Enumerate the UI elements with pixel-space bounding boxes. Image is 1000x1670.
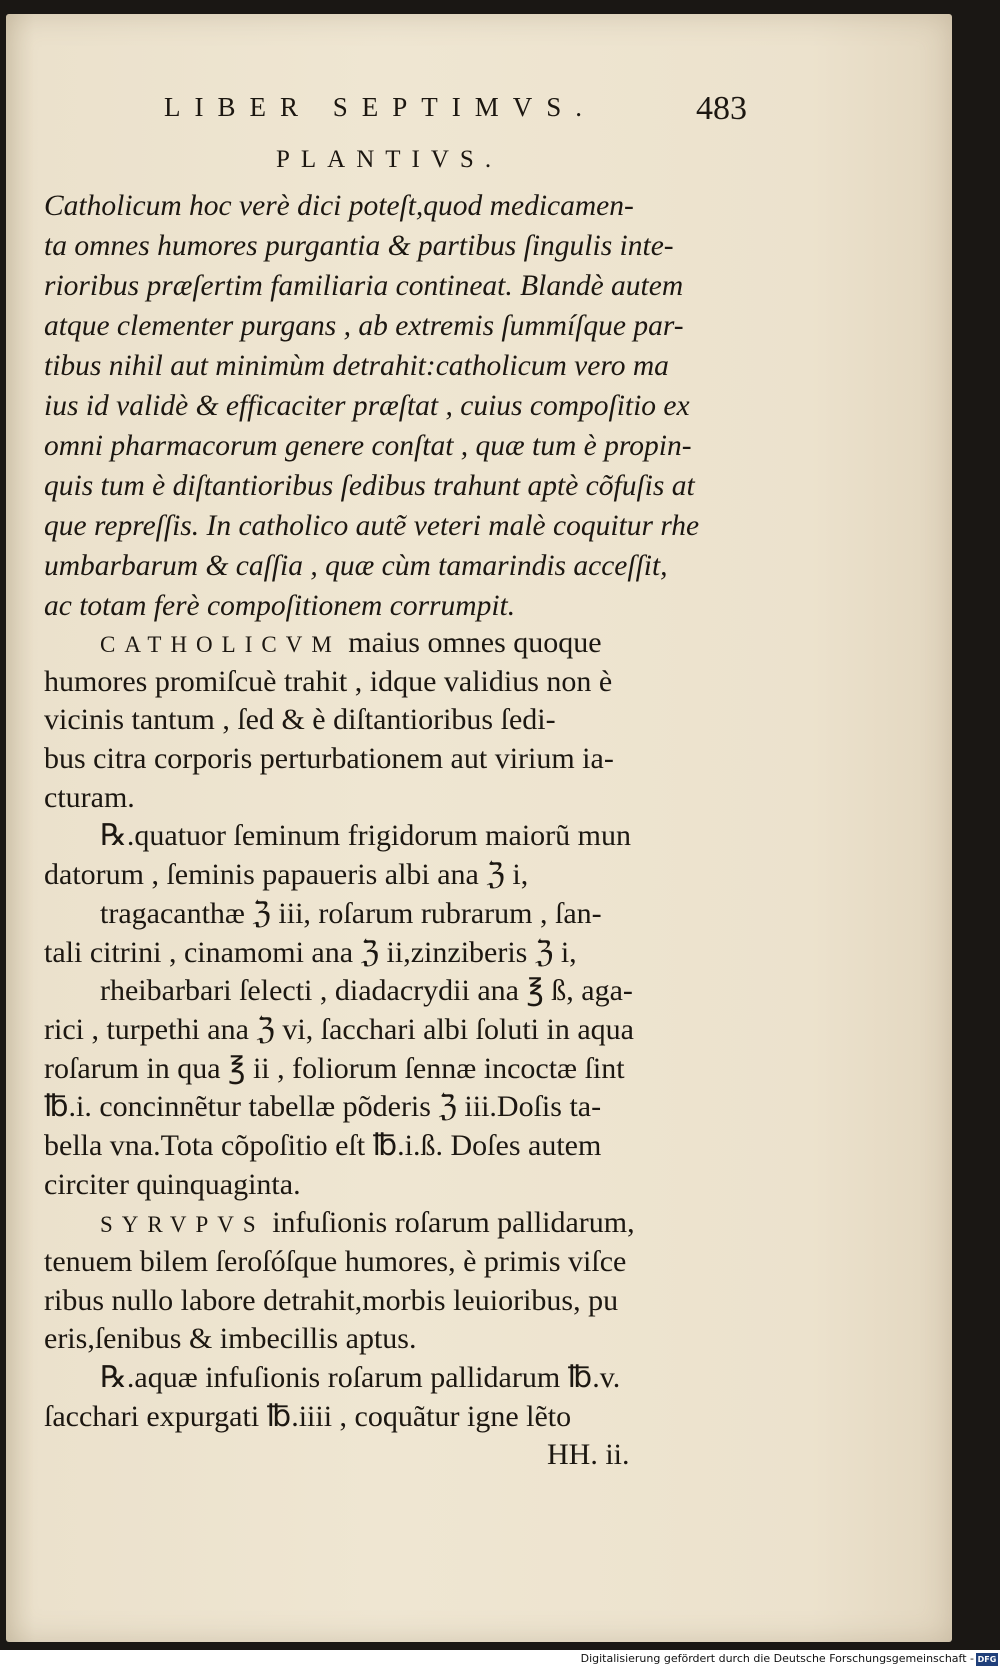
signature-mark: HH. ii.	[547, 1438, 630, 1472]
smallcaps-lead: CATHOLICVM	[100, 632, 341, 657]
recipe-line: rheibarbari ſelecti , diadacrydii ana ℥ ß, aga-	[100, 974, 633, 1008]
recipe-line: ℞.aquæ infuſionis roſarum pallidarum ℔.v.	[100, 1361, 621, 1395]
text-line: tenuem bilem ſeroſóſque humores, è primis viſce	[44, 1245, 627, 1278]
paragraph-first-line	[44, 1204, 749, 1243]
italic-commentary	[44, 186, 749, 626]
text-line: ta omnes humores purgantia & partibus ſingulis inte-	[44, 230, 674, 262]
text-line: umbarbarum & caſſia , quæ cùm tamarindis acceſſit,	[44, 550, 668, 582]
text-line: vicinis tantum , ſed & è diſtantioribus ſedi-	[44, 703, 556, 737]
recipe-line: rici , turpethi ana ℨ vi, ſacchari albi ſoluti in aqua	[44, 1012, 634, 1046]
text-line: que repreſſis. In catholico autẽ veteri malè coquitur rhe	[44, 510, 700, 542]
recipe-line: tali citrini , cinamomi ana ℨ ii,zinziberis ℨ i,	[44, 935, 577, 969]
text-line: cturam.	[44, 780, 135, 814]
text-line: ac totam ferè compoſitionem corrumpit.	[44, 590, 516, 622]
text-line: atque clementer purgans , ab extremis ſummíſque par-	[44, 310, 684, 342]
paragraph-first-line	[44, 624, 749, 663]
recipe-line: roſarum in qua ℥ ii , foliorum ſennæ incoctæ ſint	[44, 1051, 625, 1085]
text-line: rioribus præſertim familiaria contineat. Blandè autem	[44, 270, 684, 302]
text-span: infuſionis roſarum pallidarum,	[264, 1206, 635, 1240]
digitization-footer	[0, 1650, 1000, 1670]
main-text	[44, 624, 749, 1475]
funding-credit: Digitalisierung gefördert durch die Deutsche Forschungsgemeinschaft -	[580, 1652, 974, 1665]
text-line: eris,ſenibus & imbecillis aptus.	[44, 1322, 417, 1356]
recipe-line: ℔.i. concinnẽtur tabellæ põderis ℨ iii.Doſis ta-	[44, 1090, 602, 1124]
recipe-line: tragacanthæ ℨ iii, roſarum rubrarum , ſan-	[100, 896, 602, 930]
text-line: quis tum è diſtantioribus ſedibus trahunt aptè cõfuſis at	[44, 470, 695, 502]
text-line: Catholicum hoc verè dici poteſt,quod medicamen-	[44, 190, 634, 222]
text-span: maius omnes quoque	[340, 626, 602, 659]
section-heading: PLANTIVS.	[276, 146, 503, 173]
recipe-line: ſacchari expurgati ℔.iiii , coquãtur igne lẽto	[44, 1399, 572, 1433]
recipe-line: datorum , ſeminis papaueris albi ana ℨ i,	[44, 858, 529, 892]
dfg-logo: DFG	[977, 1655, 997, 1664]
recipe-line: ℞.quatuor ſeminum frigidorum maiorũ mun	[100, 819, 631, 853]
smallcaps-lead: SYRVPVS	[100, 1212, 265, 1238]
running-head: LIBER SEPTIMVS.	[164, 92, 597, 122]
recipe-line: bella vna.Tota cõpoſitio eſt ℔.i.ß. Doſes autem	[44, 1128, 602, 1162]
text-line: humores promiſcuè trahit , idque validius non è	[44, 664, 613, 698]
page-number: 483	[696, 90, 747, 127]
text-line: ribus nullo labore detrahit,morbis leuioribus, pu	[44, 1283, 619, 1317]
text-line: tibus nihil aut minimùm detrahit:catholicum vero ma	[44, 350, 669, 382]
book-page	[6, 14, 952, 1642]
text-line: bus citra corporis perturbationem aut virium ia-	[44, 742, 614, 776]
recipe-line: circiter quinquaginta.	[44, 1167, 301, 1201]
text-line: omni pharmacorum genere conſtat , quæ tum è propin-	[44, 430, 692, 462]
text-line: ius id validè & efficaciter præſtat , cuius compoſitio ex	[44, 390, 690, 422]
